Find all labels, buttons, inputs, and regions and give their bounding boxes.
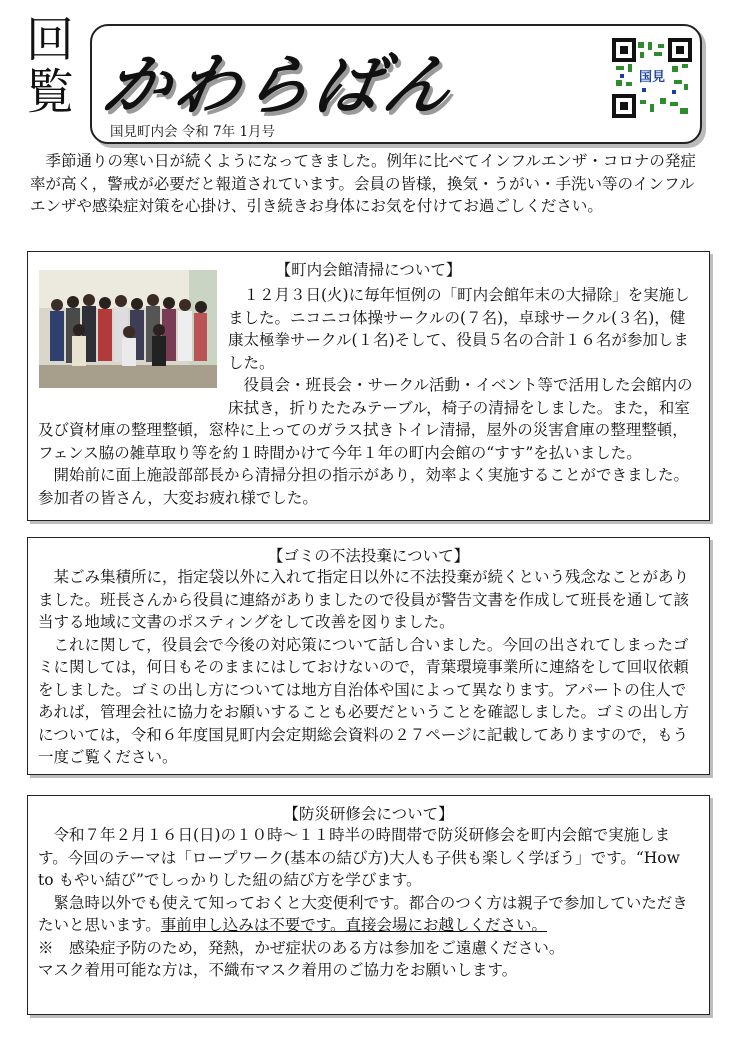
section3-paragraph-2-text: 緊急時以外でも使えて知っておくと大変便利です。都合のつく方は親子で参加していただきたいと思います。 [38,893,688,934]
qr-code-icon [612,38,692,118]
section3-note-1: ※ 感染症予防のため，発熱，かぜ症状のある方は参加をご遠慮ください。 [38,938,565,957]
section3-heading: 【防災研修会について】 [283,805,454,823]
qr-label: 国見 [638,70,666,85]
kairan-bottom-char: 覧 [25,64,74,120]
no-registration-notice: 事前申し込みは不要です。直接会場にお越しください。 [160,916,548,934]
section3-paragraph-1: 令和７年２月１６日(日)の１０時～１１時半の時間帯で防災研修会を町内会館で実施します。今回のテーマは「ロープワーク(基本の結び方)大人も子供も楽しく学ぼう」です。“How to もやい結び”でしっかりした紐の結び方を学びます。 [38,826,680,889]
issue-line: 国見町内会 令和 7年 1月号 [110,124,276,140]
intro-paragraph: 季節通りの寒い日が続くようになってきました。例年に比べてインフルエンザ・コロナの発症率が高く，警戒が必要だと報道されています。会員の皆様，換気・うがい・手洗い等のインフルエンザや感染症対策を心掛け、引き続きお身体にお気を付けてお過ごしください。 [30,152,696,215]
section3-note-2: マスク着用可能な方は，不織布マスク着用のご協力をお願いします。 [38,961,518,979]
section1-paragraph-2: 役員会・班長会・サークル活動・イベント等で活用した会館内の床拭き，折りたたみテーブル，椅子の清掃をしました。また，和室及び資材庫の整理整頓，窓枠に上ってのガラス拭きトイレ清掃，屋外の災害倉庫の整理整頓，フェンス脇の雑草取り等を約１時間かけて今年１年の町内会館の“すす”を払いました。 [38,376,693,462]
section2-paragraph-1: 某ごみ集積所に，指定袋以外に入れて指定日以外に不法投棄が続くという残念なことがありました。班長さんから役員に連絡がありましたので役員が警告文書を作成して班長を通して該当する地域に文書のポスティングをして改善を図りました。 [38,568,690,631]
section-illegal-dumping [27,537,710,775]
section1-paragraph-1: １２月３日(火)に毎年恒例の「町内会館年末の大掃除」を実施しました。ニコニコ体操サークルの(７名)，卓球サークル(３名)，健康太極拳サークル(１名)そして、役員５名の合計１６名が参加しました。 [228,286,690,372]
kairan-top-char: 回 [25,12,74,68]
masthead [90,24,702,144]
section2-heading: 【ゴミの不法投棄について】 [267,547,470,565]
section1-heading: 【町内会館清掃について】 [275,261,462,279]
section-hall-cleaning [27,251,710,521]
section3-paragraph-2 [38,892,697,937]
section2-paragraph-2: これに関して，役員会で今後の対応策について話し合いました。今回の出されてしまったゴミに関しては，何日もそのままにはしておけないので，青葉環境事業所に連絡をして回収依頼をしました。ゴミの出し方については地方自治体や国によって異なります。アパートの住人であれば，管理会社に協力をお願いすることも必要だということを確認しました。ゴミの出し方については，令和６年度国見町内会定期総会資料の２７ページに記載してありますので，もう一度ご覧ください。 [38,635,690,766]
group-photo [39,270,217,388]
section-disaster-training [27,795,710,1015]
newsletter-title: かわらばん [96,47,463,124]
section1-paragraph-3: 開始前に面上施設部部長から清掃分担の指示があり，効率よく実施することができました。参加者の皆さん，大変お疲れ様でした。 [38,466,690,507]
